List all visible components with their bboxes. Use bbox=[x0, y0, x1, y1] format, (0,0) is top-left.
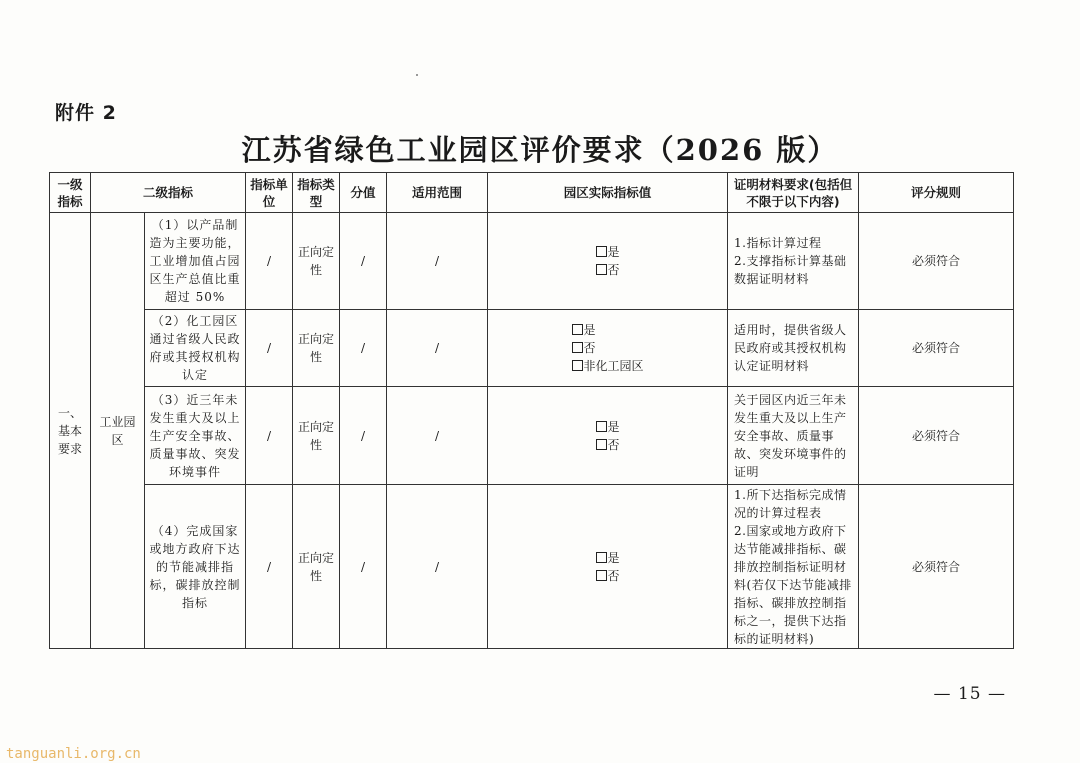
checkbox-option[interactable] bbox=[572, 339, 644, 357]
checkbox-icon[interactable] bbox=[572, 342, 583, 353]
scan-speck bbox=[416, 74, 418, 76]
checkbox-label: 是 bbox=[583, 323, 596, 337]
checkbox-option[interactable] bbox=[572, 321, 644, 339]
unit-cell: / bbox=[246, 310, 293, 387]
category-cell: 工业园区 bbox=[91, 213, 145, 649]
evidence-line: 1.指标计算过程 bbox=[734, 236, 822, 250]
evidence-cell bbox=[728, 213, 859, 310]
option-list bbox=[572, 321, 644, 375]
checkbox-option[interactable] bbox=[596, 261, 620, 279]
level1-cell: 一、基本要求 bbox=[50, 213, 91, 649]
checkbox-label: 否 bbox=[607, 263, 620, 277]
header-evidence: 证明材料要求(包括但不限于以下内容) bbox=[728, 173, 859, 213]
checkbox-option[interactable] bbox=[572, 357, 644, 375]
evidence-line: 关于园区内近三年未发生重大及以上生产安全事故、质量事故、突发环境事件的证明 bbox=[734, 392, 847, 479]
checkbox-icon[interactable] bbox=[596, 552, 607, 563]
checkbox-label: 是 bbox=[607, 419, 620, 434]
table-header-row bbox=[50, 173, 1014, 213]
type-cell: 正向定性 bbox=[293, 213, 340, 310]
evidence-cell bbox=[728, 387, 859, 485]
option-list bbox=[596, 549, 620, 585]
checkbox-icon[interactable] bbox=[596, 439, 607, 450]
table-row bbox=[50, 213, 1014, 310]
header-scope: 适用范围 bbox=[387, 173, 488, 213]
evidence-line: 2.支撑指标计算基础数据证明材料 bbox=[734, 254, 847, 286]
checkbox-icon[interactable] bbox=[596, 246, 607, 257]
scope-cell: / bbox=[387, 310, 488, 387]
type-cell: 正向定性 bbox=[293, 310, 340, 387]
scope-cell: / bbox=[387, 485, 488, 649]
checkbox-label: 非化工园区 bbox=[583, 359, 644, 373]
evaluation-table bbox=[49, 172, 1014, 649]
table-row bbox=[50, 387, 1014, 485]
criterion-cell: （1）以产品制造为主要功能，工业增加值占园区生产总值比重超过 50% bbox=[145, 213, 246, 310]
evidence-cell bbox=[728, 310, 859, 387]
table-row bbox=[50, 310, 1014, 387]
checkbox-label: 否 bbox=[583, 341, 596, 355]
checkbox-option[interactable] bbox=[596, 243, 620, 261]
scope-cell: / bbox=[387, 213, 488, 310]
score-cell: / bbox=[340, 310, 387, 387]
option-list bbox=[596, 243, 620, 279]
actual-value-cell bbox=[488, 387, 728, 485]
checkbox-option[interactable] bbox=[596, 567, 620, 585]
checkbox-icon[interactable] bbox=[596, 570, 607, 581]
unit-cell: / bbox=[246, 213, 293, 310]
checkbox-option[interactable] bbox=[596, 549, 620, 567]
header-type: 指标类型 bbox=[293, 173, 340, 213]
unit-cell: / bbox=[246, 485, 293, 649]
rule-cell: 必须符合 bbox=[859, 310, 1014, 387]
rule-cell: 必须符合 bbox=[859, 485, 1014, 649]
criterion-cell: （4）完成国家或地方政府下达的节能减排指标，碳排放控制指标 bbox=[145, 485, 246, 649]
header-unit: 指标单位 bbox=[246, 173, 293, 213]
header-level2: 二级指标 bbox=[91, 173, 246, 213]
rule-cell: 必须符合 bbox=[859, 213, 1014, 310]
criterion-cell: （2）化工园区通过省级人民政府或其授权机构认定 bbox=[145, 310, 246, 387]
scope-cell: / bbox=[387, 387, 488, 485]
evidence-line: 1.所下达指标完成情况的计算过程表 bbox=[734, 487, 847, 520]
table-row bbox=[50, 485, 1014, 649]
checkbox-label: 是 bbox=[607, 550, 620, 565]
score-cell: / bbox=[340, 387, 387, 485]
unit-cell: / bbox=[246, 387, 293, 485]
checkbox-option[interactable] bbox=[596, 418, 620, 436]
page-number: — 15 — bbox=[933, 684, 1006, 704]
checkbox-icon[interactable] bbox=[572, 360, 583, 371]
header-rule: 评分规则 bbox=[859, 173, 1014, 213]
option-list bbox=[596, 418, 620, 454]
actual-value-cell bbox=[488, 485, 728, 649]
annex-label: 附件 2 bbox=[55, 102, 117, 124]
type-cell: 正向定性 bbox=[293, 485, 340, 649]
rule-cell: 必须符合 bbox=[859, 387, 1014, 485]
header-actual: 园区实际指标值 bbox=[488, 173, 728, 213]
site-watermark: tanguanli.org.cn bbox=[6, 746, 141, 762]
criterion-cell: （3）近三年未发生重大及以上生产安全事故、质量事故、突发环境事件 bbox=[145, 387, 246, 485]
evidence-cell bbox=[728, 485, 859, 649]
checkbox-label: 否 bbox=[607, 568, 620, 583]
evidence-line: 适用时，提供省级人民政府或其授权机构认定证明材料 bbox=[734, 323, 847, 373]
header-level1: 一级指标 bbox=[50, 173, 91, 213]
checkbox-option[interactable] bbox=[596, 436, 620, 454]
evidence-line: 2.国家或地方政府下达节能减排指标、碳排放控制指标证明材料(若仅下达节能减排指标、碳排放控制指标之一，提供下达指标的证明材料) bbox=[734, 523, 852, 646]
checkbox-label: 否 bbox=[607, 437, 620, 452]
actual-value-cell bbox=[488, 213, 728, 310]
actual-value-cell bbox=[488, 310, 728, 387]
score-cell: / bbox=[340, 485, 387, 649]
checkbox-label: 是 bbox=[607, 245, 620, 259]
page-title: 江苏省绿色工业园区评价要求（2026 版） bbox=[241, 133, 839, 167]
score-cell: / bbox=[340, 213, 387, 310]
checkbox-icon[interactable] bbox=[572, 324, 583, 335]
checkbox-icon[interactable] bbox=[596, 421, 607, 432]
checkbox-icon[interactable] bbox=[596, 264, 607, 275]
header-score: 分值 bbox=[340, 173, 387, 213]
type-cell: 正向定性 bbox=[293, 387, 340, 485]
